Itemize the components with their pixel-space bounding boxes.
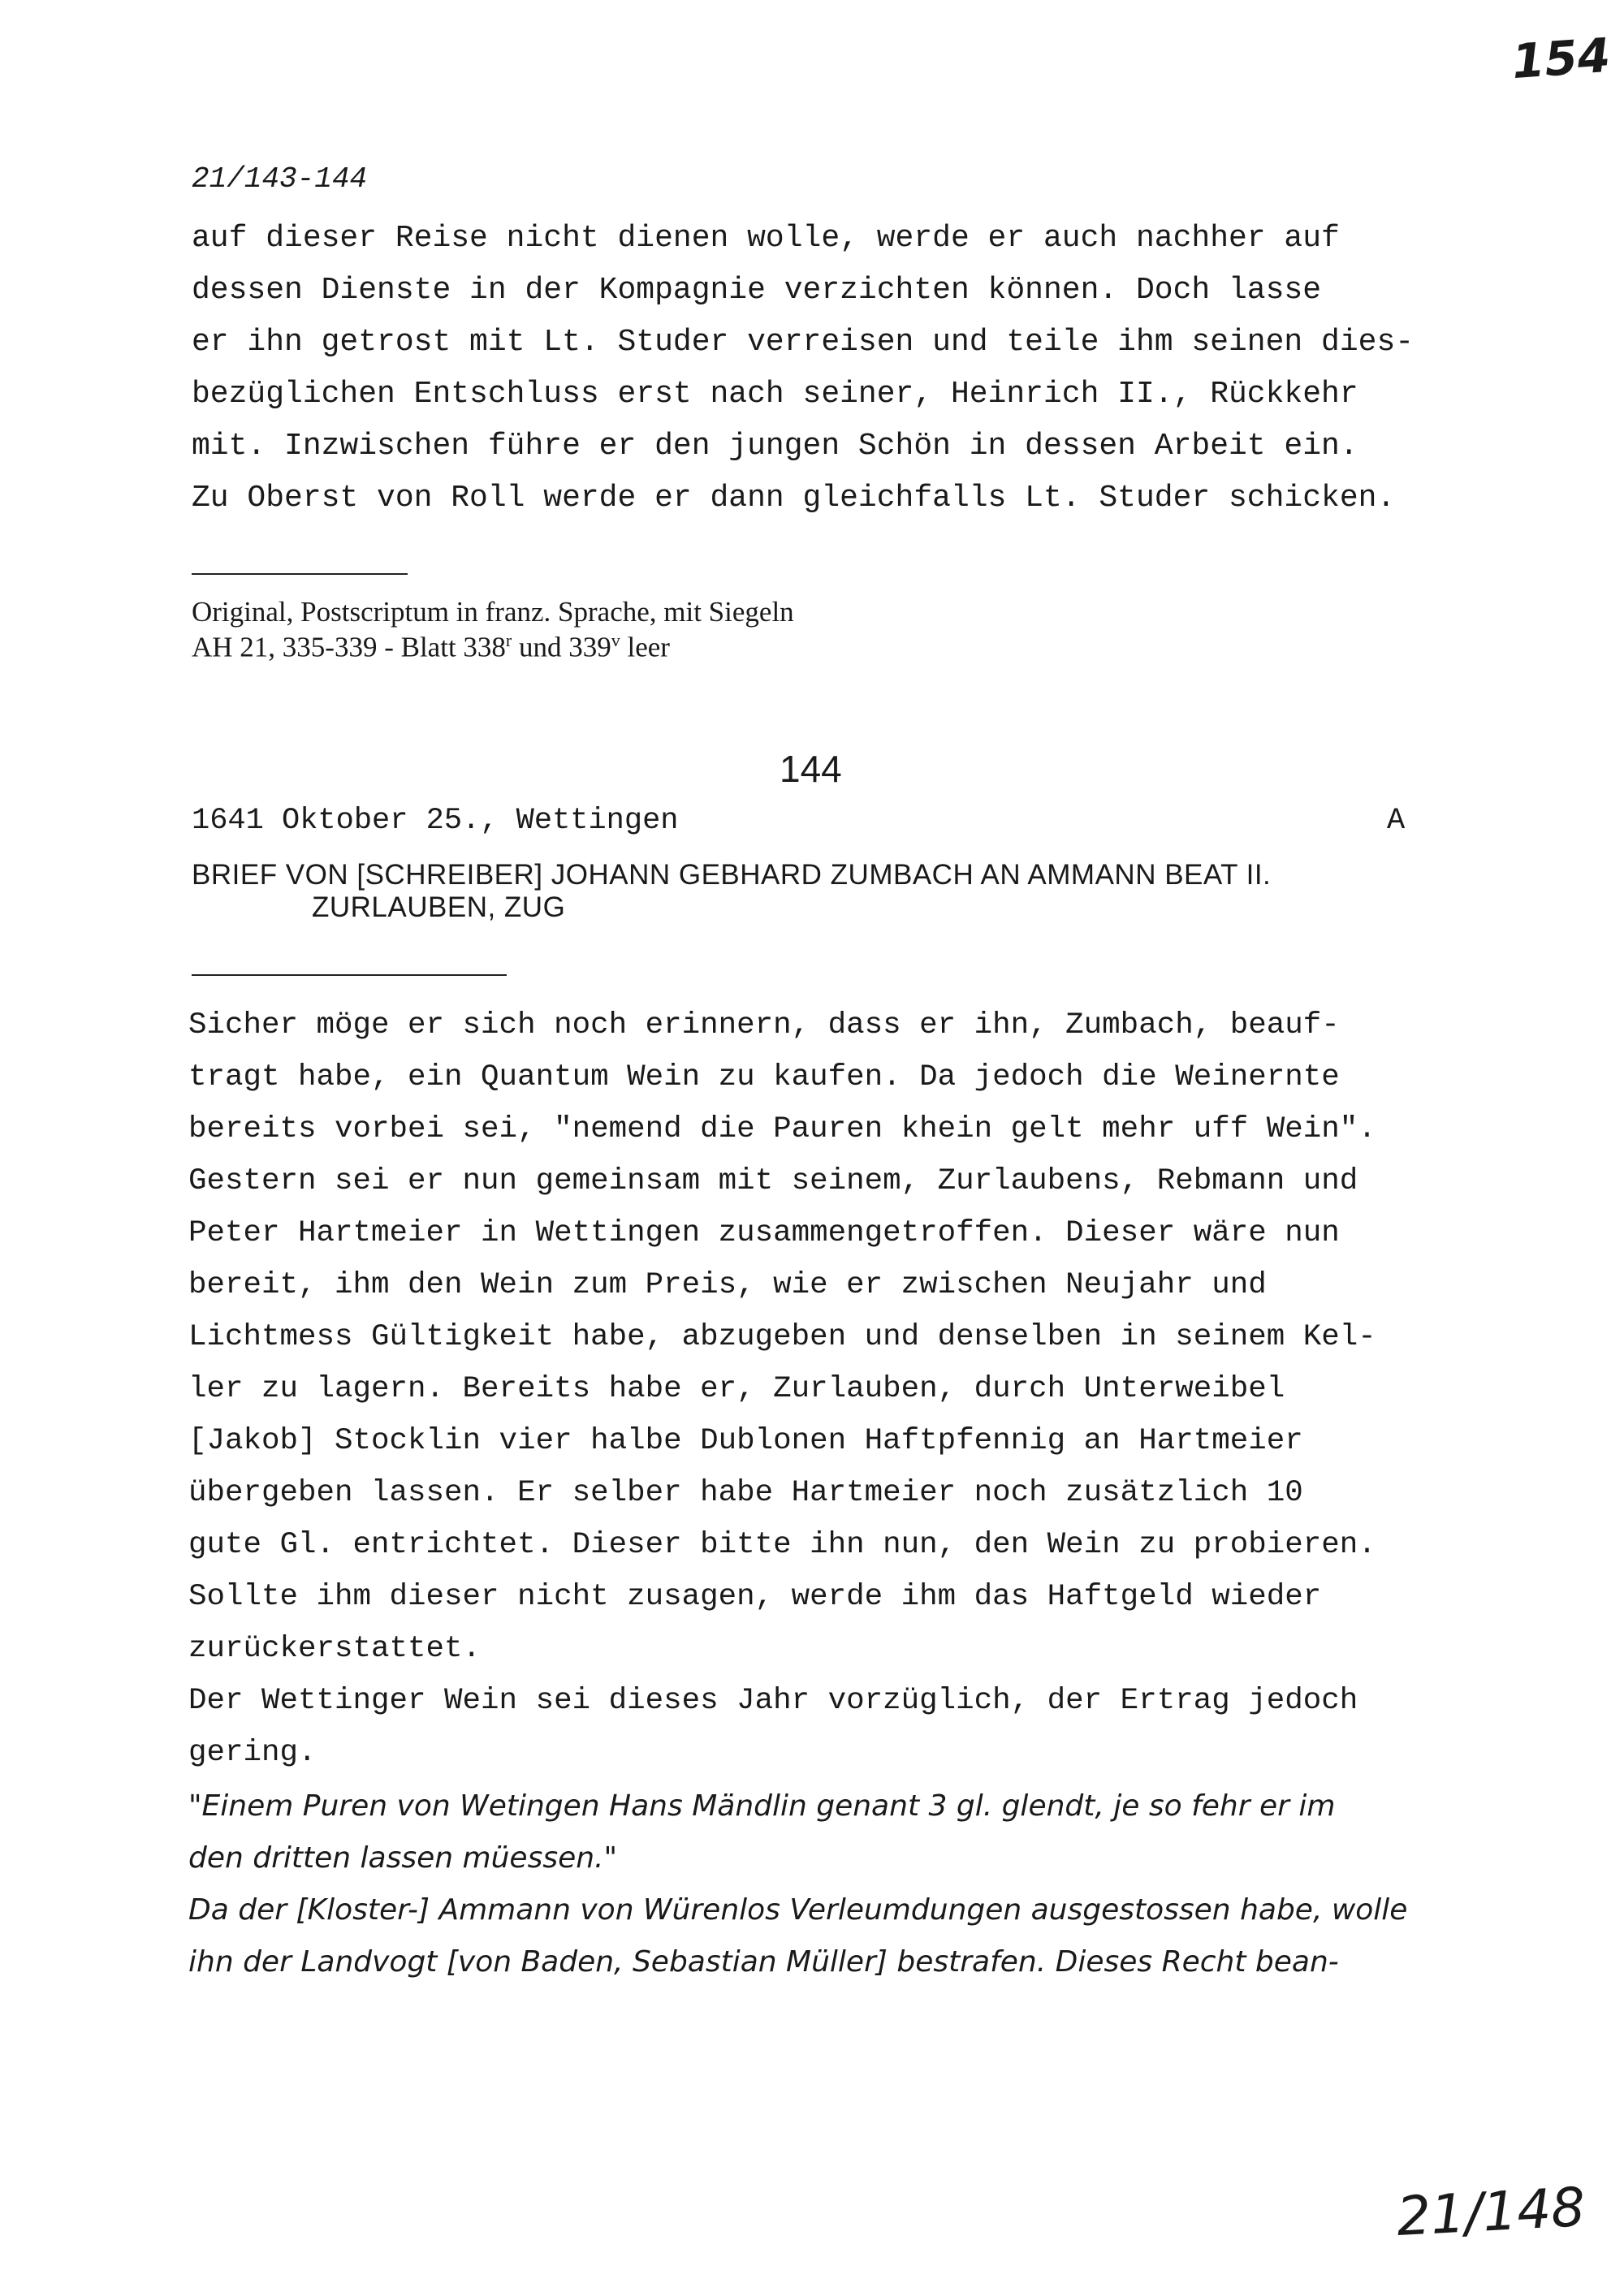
text-line: auf dieser Reise nicht dienen wolle, werde er auch nachher auf [192, 221, 1340, 256]
text-line: er ihn getrost mit Lt. Studer verreisen und teile ihm seinen dies- [192, 325, 1415, 360]
handwritten-section [188, 1789, 1407, 1997]
superscript: v [611, 630, 620, 650]
date-place: 1641 Oktober 25., Wettingen [192, 804, 679, 838]
text-line: Sicher möge er sich noch erinnern, dass er ihn, Zumbach, beauf- [188, 1008, 1340, 1042]
handwritten-line: ihn der Landvogt [von Baden, Sebastian Müller] bestrafen. Dieses Recht bean- [188, 1945, 1339, 1979]
document-marker: A [1387, 804, 1406, 838]
text-line: bereit, ihm den Wein zum Preis, wie er zwischen Neujahr und [188, 1268, 1267, 1302]
handwritten-line: Da der [Kloster-] Ammann von Würenlos Verleumdungen ausgestossen habe, wolle [188, 1893, 1408, 1927]
divider-rule [192, 573, 408, 575]
divider-rule [192, 974, 507, 976]
document-title-line1: BRIEF VON [SCHREIBER] JOHANN GEBHARD ZUMBACH AN AMMANN BEAT II. [192, 859, 1272, 891]
text-line: Sollte ihm dieser nicht zusagen, werde ihm das Haftgeld wieder [188, 1580, 1322, 1614]
handwritten-line: den dritten lassen müessen." [188, 1841, 618, 1875]
text-line: mit. Inzwischen führe er den jungen Schön in dessen Arbeit ein. [192, 429, 1358, 464]
text-line: bereits vorbei sei, "nemend die Pauren khein gelt mehr uff Wein". [188, 1112, 1376, 1146]
continuation-paragraph [192, 221, 1414, 533]
body-paragraph [188, 1008, 1376, 1788]
text-line: Lichtmess Gültigkeit habe, abzugeben und denselben in seinem Kel- [188, 1320, 1376, 1354]
superscript: r [505, 630, 512, 650]
folio-number: 154 [1510, 27, 1613, 90]
handwritten-line: "Einem Puren von Wetingen Hans Mändlin genant 3 gl. glendt, je so fehr er im [188, 1789, 1336, 1823]
text-line: ler zu lagern. Bereits habe er, Zurlauben, durch Unterweibel [188, 1372, 1285, 1406]
text-line: tragt habe, ein Quantum Wein zu kaufen. Da jedoch die Weinernte [188, 1060, 1340, 1094]
text-line: gute Gl. entrichtet. Dieser bitte ihn nun, den Wein zu probieren. [188, 1528, 1376, 1562]
text-line: Der Wettinger Wein sei dieses Jahr vorzüglich, der Ertrag jedoch [188, 1684, 1358, 1718]
text-line: gering. [188, 1736, 317, 1770]
source-note-line2: AH 21, 335-339 - Blatt 338$^r$ und 339$^v$ leer [192, 630, 670, 663]
document-title-line2: ZURLAUBEN, ZUG [312, 891, 566, 923]
text-line: Zu Oberst von Roll werde er dann gleichfalls Lt. Studer schicken. [192, 481, 1396, 516]
text-line: [Jakob] Stocklin vier halbe Dublonen Haftpfennig an Hartmeier [188, 1424, 1303, 1458]
text-line: Gestern sei er nun gemeinsam mit seinem, Zurlaubens, Rebmann und [188, 1164, 1358, 1198]
text-line: übergeben lassen. Er selber habe Hartmeier noch zusätzlich 10 [188, 1476, 1303, 1510]
archive-mark: 21/148 [1395, 2175, 1587, 2249]
text-line: dessen Dienste in der Kompagnie verzichten können. Doch lasse [192, 273, 1322, 308]
reference-number: 21/143-144 [192, 162, 368, 196]
document-number: 144 [780, 748, 842, 790]
text-line: bezüglichen Entschluss erst nach seiner, Heinrich II., Rückkehr [192, 377, 1358, 412]
text-line: zurückerstattet. [188, 1632, 482, 1666]
source-note-line1: Original, Postscriptum in franz. Sprache, mit Siegeln [192, 596, 794, 628]
text-line: Peter Hartmeier in Wettingen zusammengetroffen. Dieser wäre nun [188, 1216, 1340, 1250]
